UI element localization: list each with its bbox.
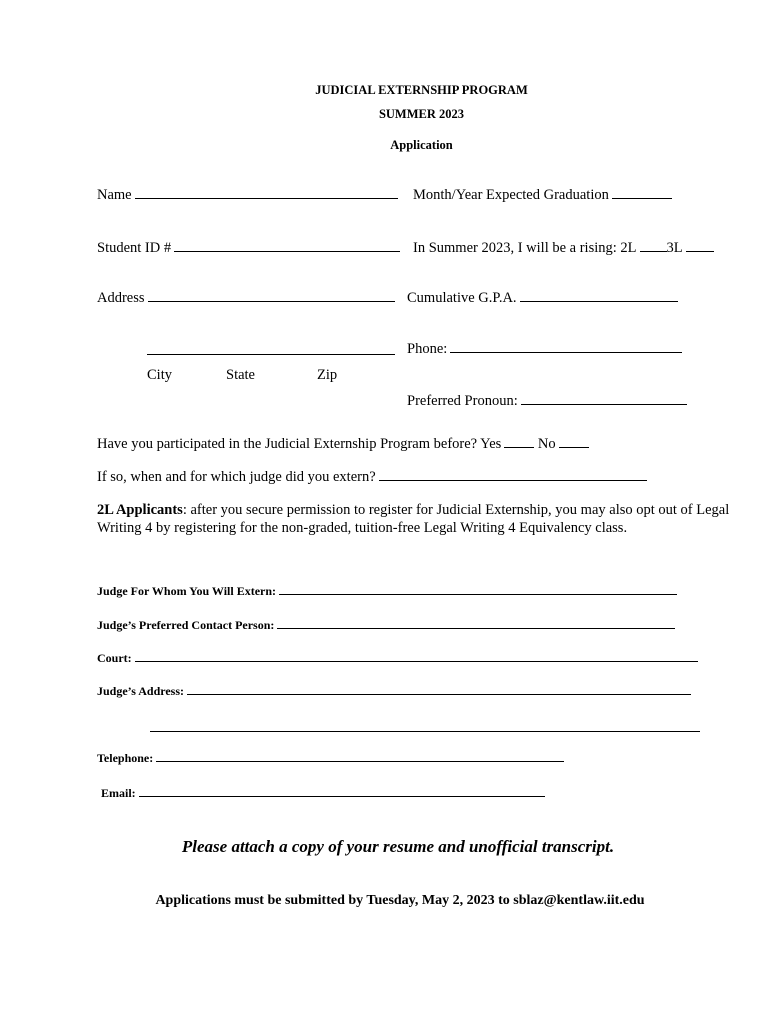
name-field[interactable] [97, 187, 398, 204]
participated-yes-line[interactable] [504, 446, 534, 448]
court-input-line[interactable] [135, 660, 698, 662]
contact-person-field[interactable] [97, 618, 675, 633]
address-line-2[interactable] [147, 354, 395, 355]
judge-whom-input-line[interactable] [279, 593, 677, 595]
telephone-label: Telephone: [97, 751, 154, 765]
judge-address-input-line[interactable] [187, 693, 691, 695]
court-label: Court: [97, 651, 132, 665]
judge-whom-field[interactable] [97, 584, 677, 599]
student-id-input-line[interactable] [174, 250, 400, 252]
contact-person-label: Judge’s Preferred Contact Person: [97, 618, 275, 632]
which-judge-input-line[interactable] [379, 479, 647, 481]
email-input-line[interactable] [139, 795, 545, 797]
phone-field[interactable] [407, 341, 682, 358]
which-judge-label: If so, when and for which judge did you extern? [97, 469, 376, 485]
note-text: : after you secure permission to register for Judicial Externship, you may also opt out of Legal Writing 4 by registering for the non-graded, tuition-free Legal Writing 4 Equivalency class. [97, 502, 730, 536]
participated-field[interactable] [97, 436, 589, 453]
graduation-input-line[interactable] [612, 197, 672, 199]
address-input-line[interactable] [148, 300, 395, 302]
name-input-line[interactable] [135, 197, 398, 199]
telephone-field[interactable] [97, 751, 564, 766]
term-title: SUMMER 2023 [378, 107, 465, 121]
judge-address-field[interactable] [97, 684, 691, 699]
graduation-label: Month/Year Expected Graduation [413, 187, 609, 203]
gpa-field[interactable] [407, 290, 678, 307]
participated-no-line[interactable] [559, 446, 589, 448]
email-field[interactable] [101, 786, 545, 801]
judge-address-line-2[interactable] [150, 731, 700, 732]
pronoun-field[interactable] [407, 393, 687, 410]
state-label: State [226, 367, 255, 383]
pronoun-input-line[interactable] [521, 403, 687, 405]
pronoun-label: Preferred Pronoun: [407, 393, 518, 409]
graduation-field[interactable] [413, 187, 672, 204]
participated-no-label: No [537, 436, 556, 452]
rising-2l-line[interactable] [640, 250, 667, 252]
phone-label: Phone: [407, 341, 448, 357]
city-label: City [147, 367, 172, 383]
phone-input-line[interactable] [450, 351, 682, 353]
judge-address-label: Judge’s Address: [97, 684, 185, 698]
gpa-input-line[interactable] [520, 300, 678, 302]
name-label: Name [97, 187, 132, 203]
zip-label: Zip [317, 367, 338, 383]
rising-field[interactable] [413, 240, 714, 257]
student-id-label: Student ID # [97, 240, 172, 256]
rising-3l-label: 3L [666, 240, 683, 256]
participated-label: Have you participated in the Judicial Externship Program before? Yes [97, 436, 502, 452]
which-judge-field[interactable] [97, 469, 647, 486]
address-field[interactable] [97, 290, 395, 307]
email-label: Email: [101, 786, 136, 800]
telephone-input-line[interactable] [156, 760, 564, 762]
student-id-field[interactable] [97, 240, 400, 257]
2l-applicants-note [97, 501, 737, 537]
program-title: JUDICIAL EXTERNSHIP PROGRAM [315, 83, 528, 97]
contact-person-input-line[interactable] [277, 627, 675, 629]
document-subtitle: Application [390, 138, 453, 152]
judge-whom-label: Judge For Whom You Will Extern: [97, 584, 277, 598]
court-field[interactable] [97, 651, 698, 666]
rising-label: In Summer 2023, I will be a rising: 2L [413, 240, 637, 256]
attach-instruction: Please attach a copy of your resume and unofficial transcript. [181, 837, 615, 856]
note-lead: 2L Applicants [97, 502, 183, 518]
deadline-notice: Applications must be submitted by Tuesday, May 2, 2023 to sblaz@kentlaw.iit.edu [155, 893, 645, 908]
rising-3l-line[interactable] [686, 250, 714, 252]
address-label: Address [97, 290, 145, 306]
gpa-label: Cumulative G.P.A. [407, 290, 517, 306]
